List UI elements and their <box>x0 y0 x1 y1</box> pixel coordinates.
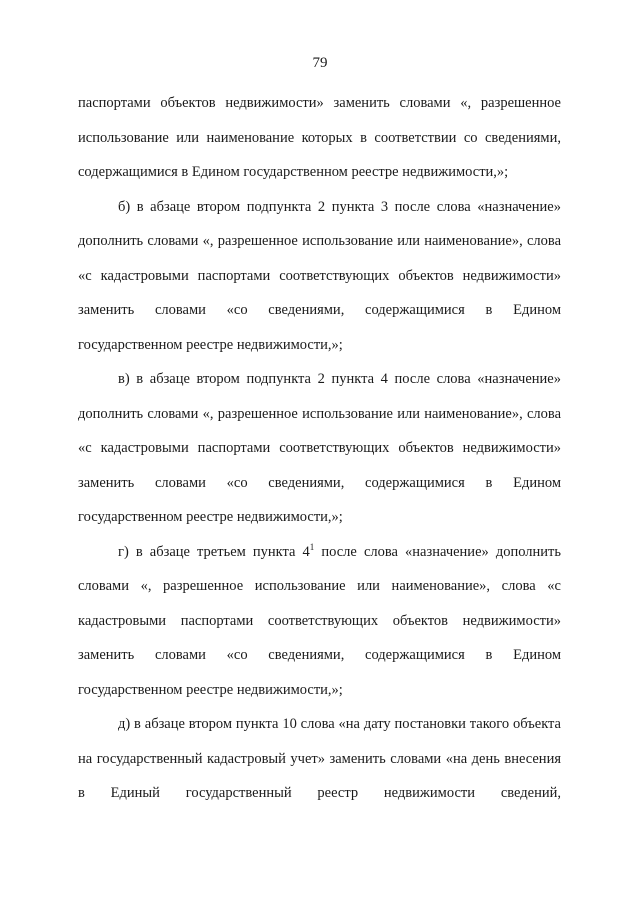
paragraph-item-g-rest: после слова «назначение» дополнить словами «, разрешенное использование или наименование», слова «с кадастровыми паспортами соответствующих объектов недвижимости» заменить словами «со сведениями, содержащимися в Едином государственном реестре недвижимости,»; <box>78 543 561 698</box>
paragraph-item-d: д) в абзаце втором пункта 10 слова «на дату постановки такого объекта на государственный кадастровый учет» заменить словами «на день внесения в Единый государственный реестр недвижимости сведений, <box>78 716 561 801</box>
document-body <box>78 86 561 811</box>
paragraph-item-b: б) в абзаце втором подпункта 2 пункта 3 после слова «назначение» дополнить словами «, разрешенное использование или наименование», слова «с кадастровыми паспортами соответствующих объектов недвижимости» заменить словами «со сведениями, содержащимися в Едином государственном реестре недвижимости,»; <box>78 198 561 353</box>
page-number: 79 <box>312 55 328 71</box>
superscript-index: 1 <box>309 541 315 552</box>
paragraph-item-g <box>78 535 561 708</box>
paragraph-item-v: в) в абзаце втором подпункта 2 пункта 4 после слова «назначение» дополнить словами «, разрешенное использование или наименование», слова «с кадастровыми паспортами соответствующих объектов недвижимости» заменить словами «со сведениями, содержащимися в Едином государственном реестре недвижимости,»; <box>78 371 561 525</box>
paragraph-item-g-start: г) в абзаце третьем пункта 4 <box>118 543 310 560</box>
paragraph-continuation: паспортами объектов недвижимости» заменить словами «, разрешенное использование или наименование которых в соответствии со сведениями, содержащимися в Едином государственном реестре недвижимости,»; <box>78 95 561 180</box>
